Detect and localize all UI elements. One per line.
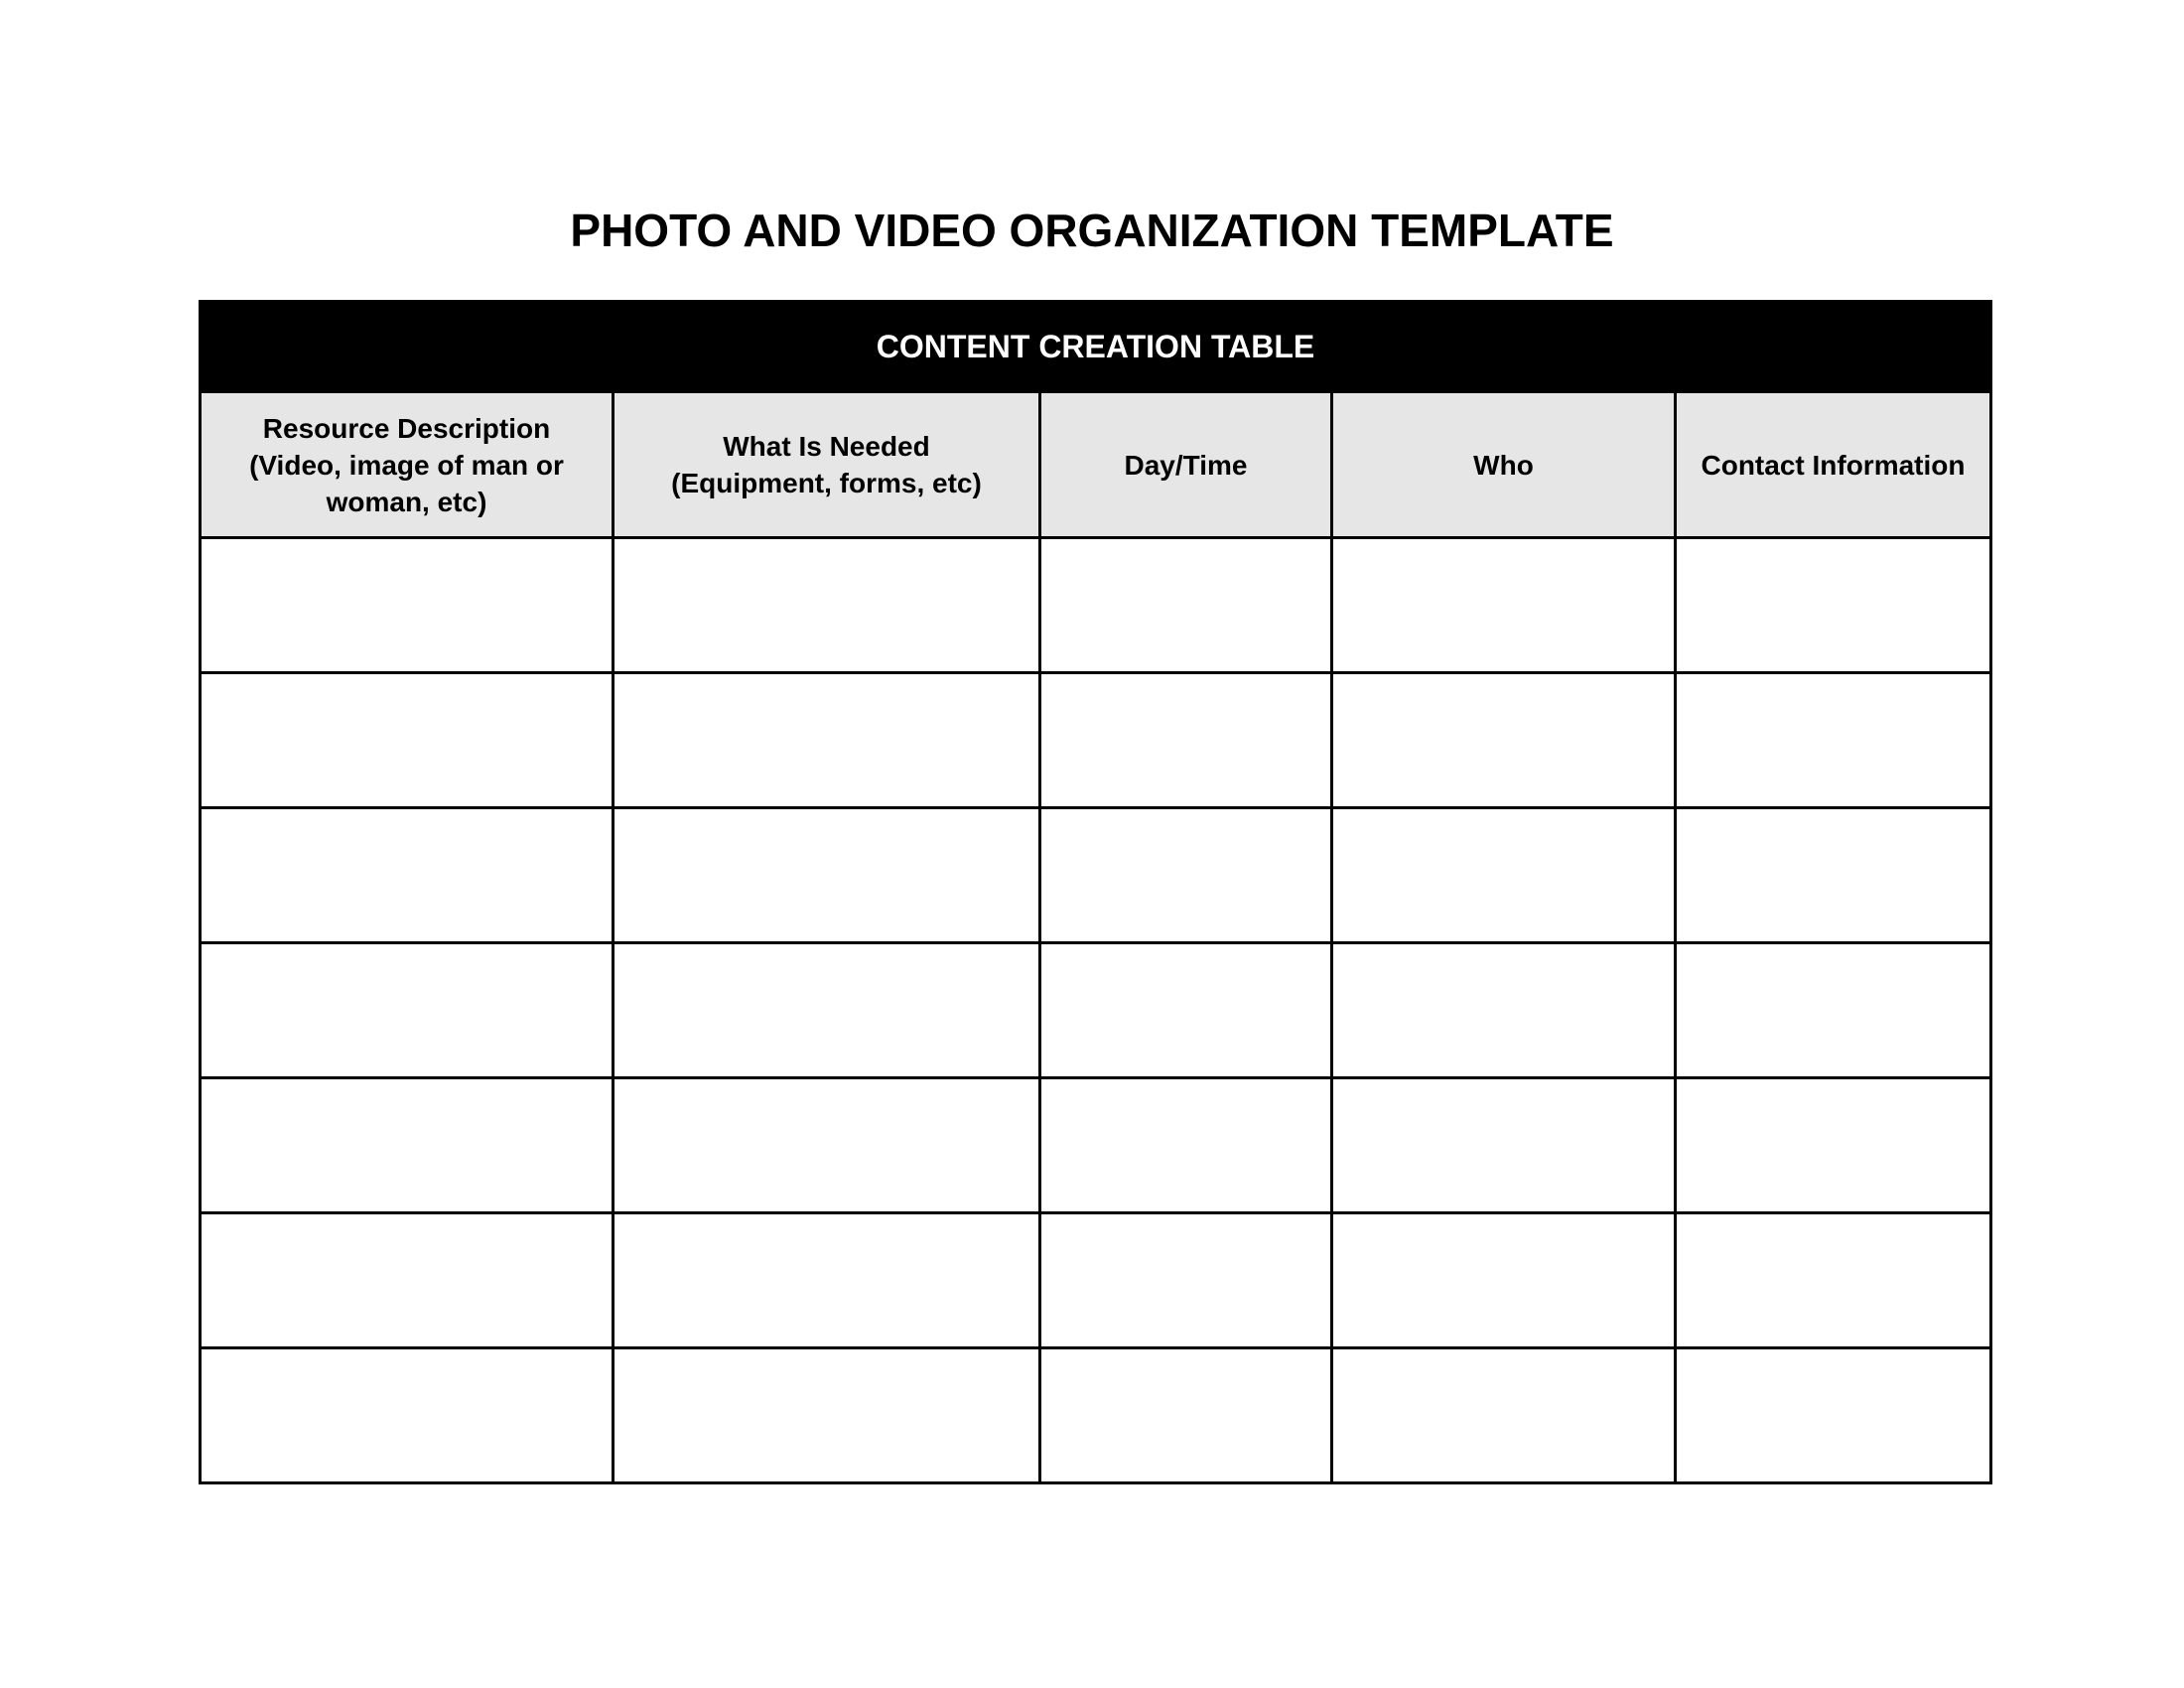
column-header-day-time [1040, 392, 1332, 538]
table-banner-row [201, 302, 1991, 392]
table-cell[interactable] [1332, 1078, 1676, 1213]
table-cell[interactable] [1676, 1078, 1991, 1213]
table-cell[interactable] [614, 1348, 1040, 1483]
table-cell[interactable] [201, 1078, 614, 1213]
table-cell[interactable] [614, 808, 1040, 943]
header-line: woman, etc) [326, 486, 487, 517]
table-cell[interactable] [1040, 1213, 1332, 1348]
table-cell[interactable] [614, 673, 1040, 808]
table-cell[interactable] [1676, 1348, 1991, 1483]
table-row [201, 1078, 1991, 1213]
table-cell[interactable] [201, 673, 614, 808]
table-cell[interactable] [1040, 538, 1332, 673]
table-row [201, 538, 1991, 673]
table-cell[interactable] [1332, 673, 1676, 808]
column-header-resource-description [201, 392, 614, 538]
table-row [201, 673, 1991, 808]
table-cell[interactable] [614, 1078, 1040, 1213]
table-cell[interactable] [1040, 1078, 1332, 1213]
table-row [201, 1213, 1991, 1348]
table-cell[interactable] [1332, 1348, 1676, 1483]
table-cell[interactable] [1040, 673, 1332, 808]
table-row [201, 943, 1991, 1078]
header-line: Day/Time [1124, 449, 1248, 481]
header-line: What Is Needed [723, 431, 930, 462]
table-cell[interactable] [201, 538, 614, 673]
table-cell[interactable] [1040, 1348, 1332, 1483]
table-cell[interactable] [614, 1213, 1040, 1348]
table-cell[interactable] [1676, 538, 1991, 673]
header-line: Contact Information [1701, 449, 1966, 481]
table-cell[interactable] [1332, 1213, 1676, 1348]
table-header-row [201, 392, 1991, 538]
header-line: Who [1473, 449, 1534, 481]
header-line: (Video, image of man or [249, 449, 564, 481]
table-cell[interactable] [201, 1348, 614, 1483]
table-cell[interactable] [201, 1213, 614, 1348]
table-cell[interactable] [201, 943, 614, 1078]
table-cell[interactable] [1676, 673, 1991, 808]
table-cell[interactable] [1040, 808, 1332, 943]
header-line: Resource Description [262, 412, 551, 444]
table-banner: CONTENT CREATION TABLE [201, 302, 1991, 392]
column-header-who [1332, 392, 1676, 538]
table-cell[interactable] [1040, 943, 1332, 1078]
table-cell[interactable] [1676, 1213, 1991, 1348]
column-header-contact-information [1676, 392, 1991, 538]
table-cell[interactable] [1676, 808, 1991, 943]
table-cell[interactable] [614, 943, 1040, 1078]
table-cell[interactable] [1332, 943, 1676, 1078]
table-row [201, 808, 1991, 943]
document-title: PHOTO AND VIDEO ORGANIZATION TEMPLATE [570, 205, 1614, 256]
content-creation-table [199, 300, 1992, 1484]
header-line: (Equipment, forms, etc) [671, 468, 982, 498]
table-row [201, 1348, 1991, 1483]
table-cell[interactable] [1676, 943, 1991, 1078]
column-header-what-is-needed [614, 392, 1040, 538]
table-cell[interactable] [1332, 808, 1676, 943]
table-cell[interactable] [614, 538, 1040, 673]
table-cell[interactable] [1332, 538, 1676, 673]
table-cell[interactable] [201, 808, 614, 943]
